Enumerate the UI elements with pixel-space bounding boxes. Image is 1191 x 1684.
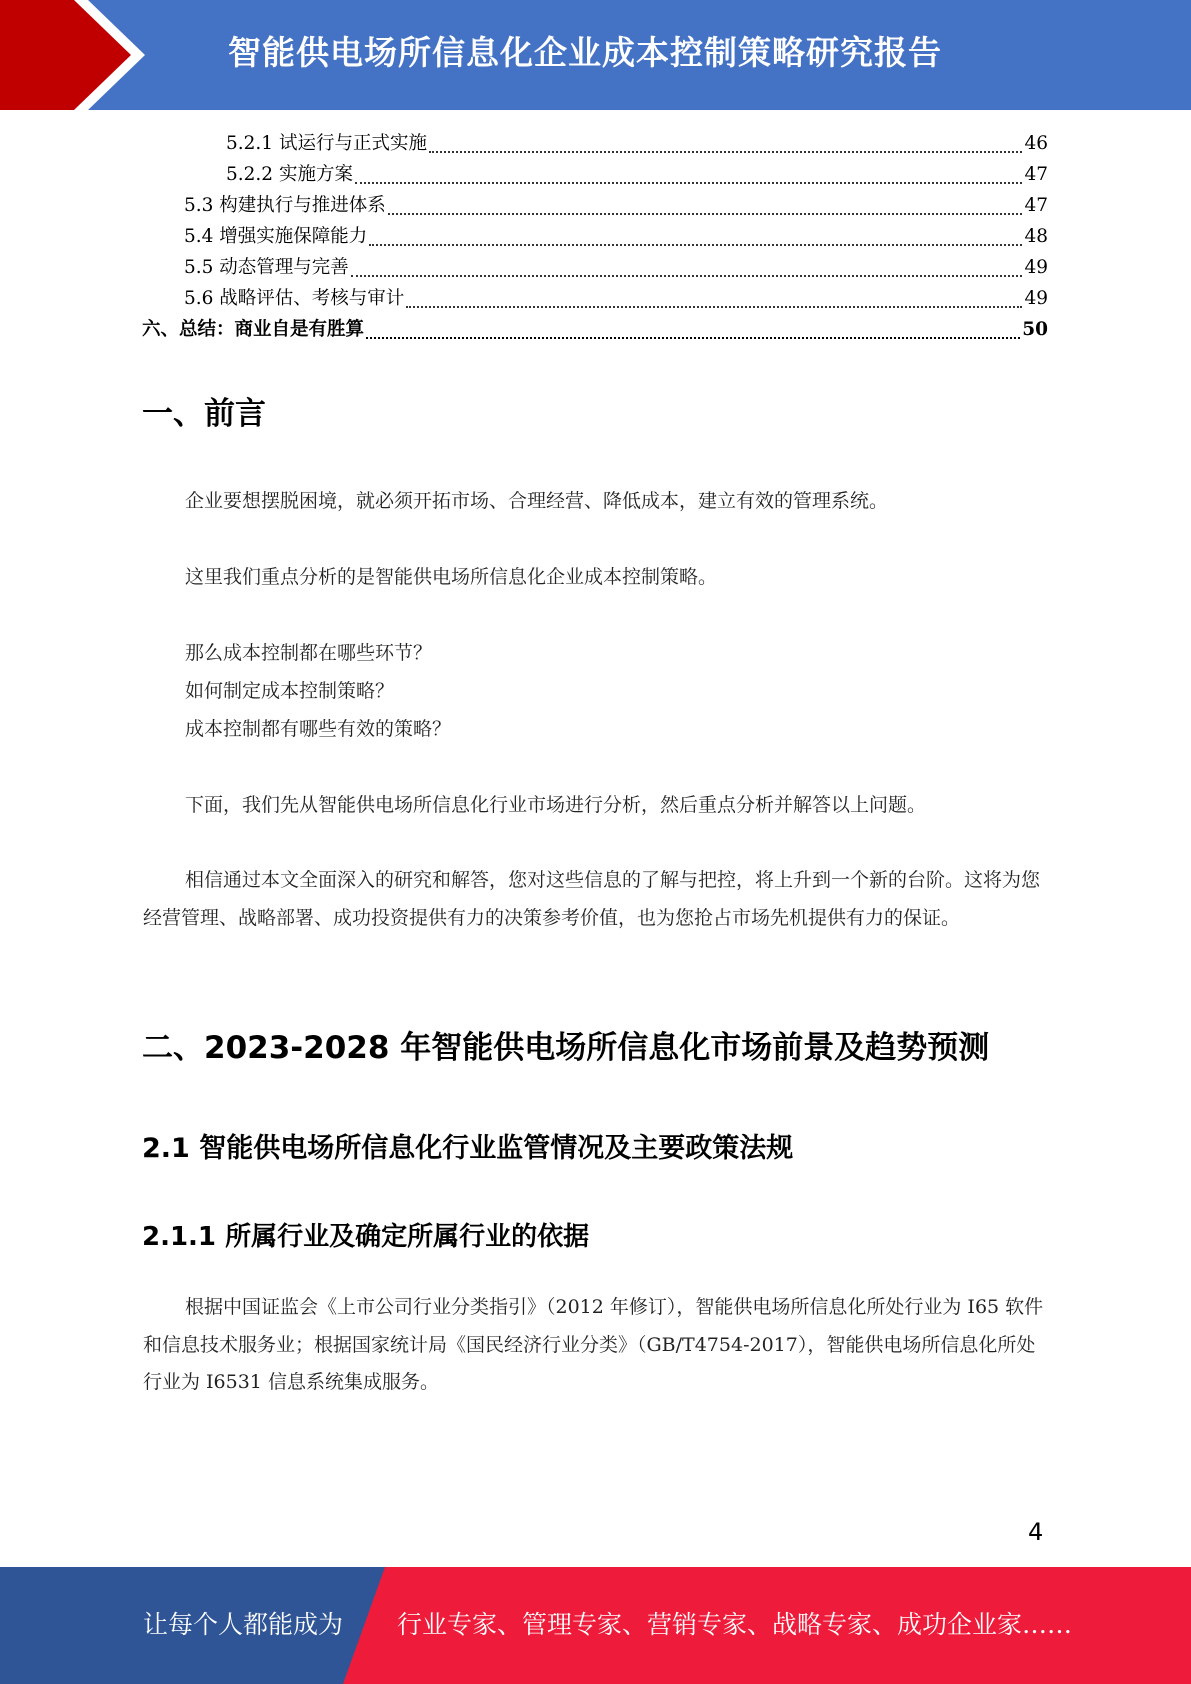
body-paragraph: 成本控制都有哪些有效的策略？ [185, 718, 452, 740]
toc-leader-dots [429, 151, 1022, 153]
toc-leader-dots [406, 306, 1022, 308]
footer-slogan-left: 让每个人都能成为 [143, 1610, 344, 1639]
toc-entry-page: 50 [1022, 319, 1048, 340]
toc-entry-label: 5.3 构建执行与推进体系 [184, 195, 386, 216]
footer-band [0, 1567, 1191, 1684]
toc-entry-page: 48 [1024, 226, 1048, 247]
toc-leader-dots [351, 275, 1023, 277]
toc-entry-page: 47 [1024, 195, 1048, 216]
body-paragraph: 这里我们重点分析的是智能供电场所信息化企业成本控制策略。 [185, 566, 718, 588]
toc-leader-dots [355, 182, 1023, 184]
toc-entry[interactable] [184, 283, 1048, 314]
body-paragraph: 下面，我们先从智能供电场所信息化行业市场进行分析，然后重点分析并解答以上问题。 [185, 794, 927, 816]
toc-entry[interactable] [226, 128, 1048, 159]
body-paragraph: 相信通过本文全面深入的研究和解答，您对这些信息的了解与把控，将上升到一个新的台阶。这将为您经营管理、战略部署、成功投资提供有力的决策参考价值，也为您抢占市场先机提供有力的保证。 [143, 869, 1041, 929]
toc-entry-page: 49 [1024, 257, 1048, 278]
body-paragraph: 那么成本控制都在哪些环节？ [185, 642, 433, 664]
section-heading-forecast: 二、2023-2028 年智能供电场所信息化市场前景及趋势预测 [142, 1030, 990, 1066]
toc-entry[interactable] [184, 190, 1048, 221]
body-paragraph: 如何制定成本控制策略？ [185, 680, 395, 702]
toc-entry-page: 49 [1024, 288, 1048, 309]
toc-entry-label: 5.6 战略评估、考核与审计 [184, 288, 405, 309]
toc-entry-label: 六、总结：商业自是有胜算 [142, 319, 365, 340]
subsubsection-heading: 2.1.1 所属行业及确定所属行业的依据 [142, 1222, 590, 1252]
toc-entry-label: 5.4 增强实施保障能力 [184, 226, 368, 247]
toc-entry[interactable] [226, 159, 1048, 190]
section-heading-preface: 一、前言 [142, 396, 266, 432]
toc-entry[interactable] [184, 252, 1048, 283]
toc-leader-dots [366, 337, 1020, 339]
footer-slogan-right: 行业专家、管理专家、营销专家、战略专家、成功企业家…… [397, 1610, 1073, 1639]
toc-entry-page: 47 [1024, 164, 1048, 185]
toc-entry-label: 5.2.2 实施方案 [226, 164, 353, 185]
header-band [0, 0, 1191, 110]
toc-entry-page: 46 [1024, 133, 1048, 154]
page-number: 4 [1028, 1518, 1044, 1546]
report-title: 智能供电场所信息化企业成本控制策略研究报告 [228, 33, 942, 72]
toc-entry-label: 5.2.1 试运行与正式实施 [226, 133, 427, 154]
body-paragraph: 企业要想摆脱困境，就必须开拓市场、合理经营、降低成本，建立有效的管理系统。 [185, 490, 889, 512]
toc-leader-dots [388, 213, 1023, 215]
toc-entry-chapter[interactable] [142, 314, 1048, 345]
body-paragraph: 根据中国证监会《上市公司行业分类指引》（2012 年修订），智能供电场所信息化所处行业为 I65 软件和信息技术服务业；根据国家统计局《国民经济行业分类》（GB/T4754-2017），智能供电场所信息化所处行业为 I6531 信息系统集成服务。 [143, 1296, 1044, 1393]
toc-leader-dots [369, 244, 1022, 246]
toc-entry[interactable] [184, 221, 1048, 252]
toc-entry-label: 5.5 动态管理与完善 [184, 257, 349, 278]
subsection-heading: 2.1 智能供电场所信息化行业监管情况及主要政策法规 [142, 1133, 794, 1164]
